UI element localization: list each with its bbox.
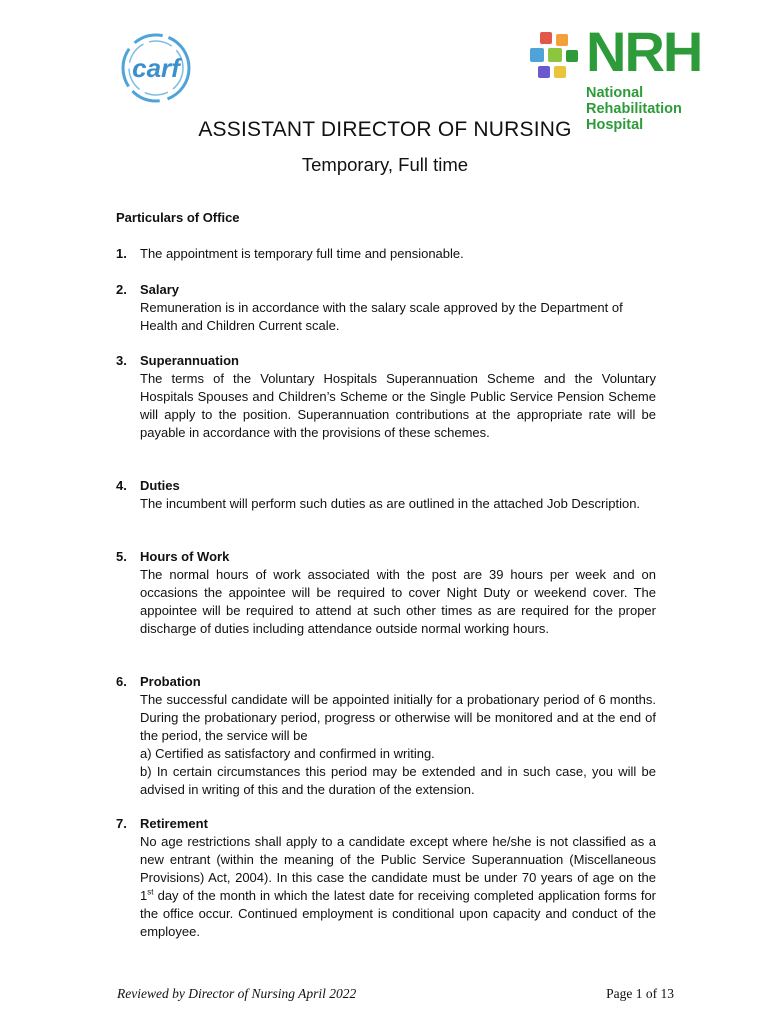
section-number: 3. [116,353,127,368]
particulars-heading: Particulars of Office [116,210,240,225]
section-salary [116,281,656,335]
section-number: 7. [116,816,127,831]
section-hours-of-work [116,548,656,638]
section-probation [116,673,656,799]
section-text: The appointment is temporary full time and pensionable. [140,246,464,261]
footer-review-note: Reviewed by Director of Nursing April 2022 [117,986,357,1001]
nrh-name-line3: Hospital [586,117,644,133]
section-number: 6. [116,674,127,689]
section-text: Remuneration is in accordance with the salary scale approved by the Department of Health and Children Current scale. [140,300,623,333]
section-text: The successful candidate will be appointed initially for a probationary period of 6 months. During the probationary period, progress or otherwise will be monitored and at the end of the period, the service will be [140,692,656,743]
section-superannuation [116,352,656,442]
nrh-logo [526,20,706,133]
page-subtitle: Temporary, Full time [301,154,469,175]
section-number: 4. [116,478,127,493]
section-heading: Duties [140,478,180,493]
section-1 [116,245,656,263]
section-text [140,833,656,941]
section-retirement [116,815,656,941]
section-number: 2. [116,282,127,297]
section-text: The terms of the Voluntary Hospitals Superannuation Scheme and the Voluntary Hospitals Spouses and Children’s Scheme or the Single Public Service Pension Scheme will apply to the position. Superannuation contributions at the appropriate rate will be payable in accordance with the provisions of these schemes. [140,371,656,440]
section-heading: Retirement [140,816,208,831]
section-text-item-b: b) In certain circumstances this period may be extended and in such case, you will be advised in writing of this and the duration of the extension. [140,764,656,797]
page-title: ASSISTANT DIRECTOR OF NURSING [198,118,572,141]
section-text: The incumbent will perform such duties as are outlined in the attached Job Description. [140,496,641,511]
ordinal-suffix: st [147,887,154,897]
section-heading: Superannuation [140,353,239,368]
section-heading: Probation [140,674,201,689]
section-text-part-a: No age restrictions shall apply to a candidate except where he/she is not classified as a new entrant (within the meaning of the Public Service Superannuation (Miscellaneous Provisions) Act, 2004). In this case the candidate must be under 70 years of age on the 1 [140,834,656,903]
nrh-name-line2: Rehabilitation [586,101,682,117]
nrh-mosaic-icon [526,30,582,84]
section-heading: Salary [140,282,180,297]
section-number: 1. [116,246,127,261]
nrh-name-line1: National [586,85,644,101]
section-text-part-b: day of the month in which the latest date for receiving completed application forms for the office occur. Continued employment is conditional upon capacity and conduct of the employee. [140,888,656,939]
section-number: 5. [116,549,127,564]
section-text: The normal hours of work associated with the post are 39 hours per week and on occasions the appointee will be required to cover Night Duty or weekend cover. The appointee will be required to attend at such other times as are required for the proper discharge of duties including attendance outside normal working hours. [140,567,656,636]
page-number: Page 1 of 13 [606,986,674,1001]
nrh-letters: NRH [586,20,702,83]
carf-logo-text: carf [132,53,180,83]
carf-logo [118,32,194,104]
section-duties [116,477,656,513]
section-text-item-a: a) Certified as satisfactory and confirmed in writing. [140,746,435,761]
section-heading: Hours of Work [140,549,230,564]
